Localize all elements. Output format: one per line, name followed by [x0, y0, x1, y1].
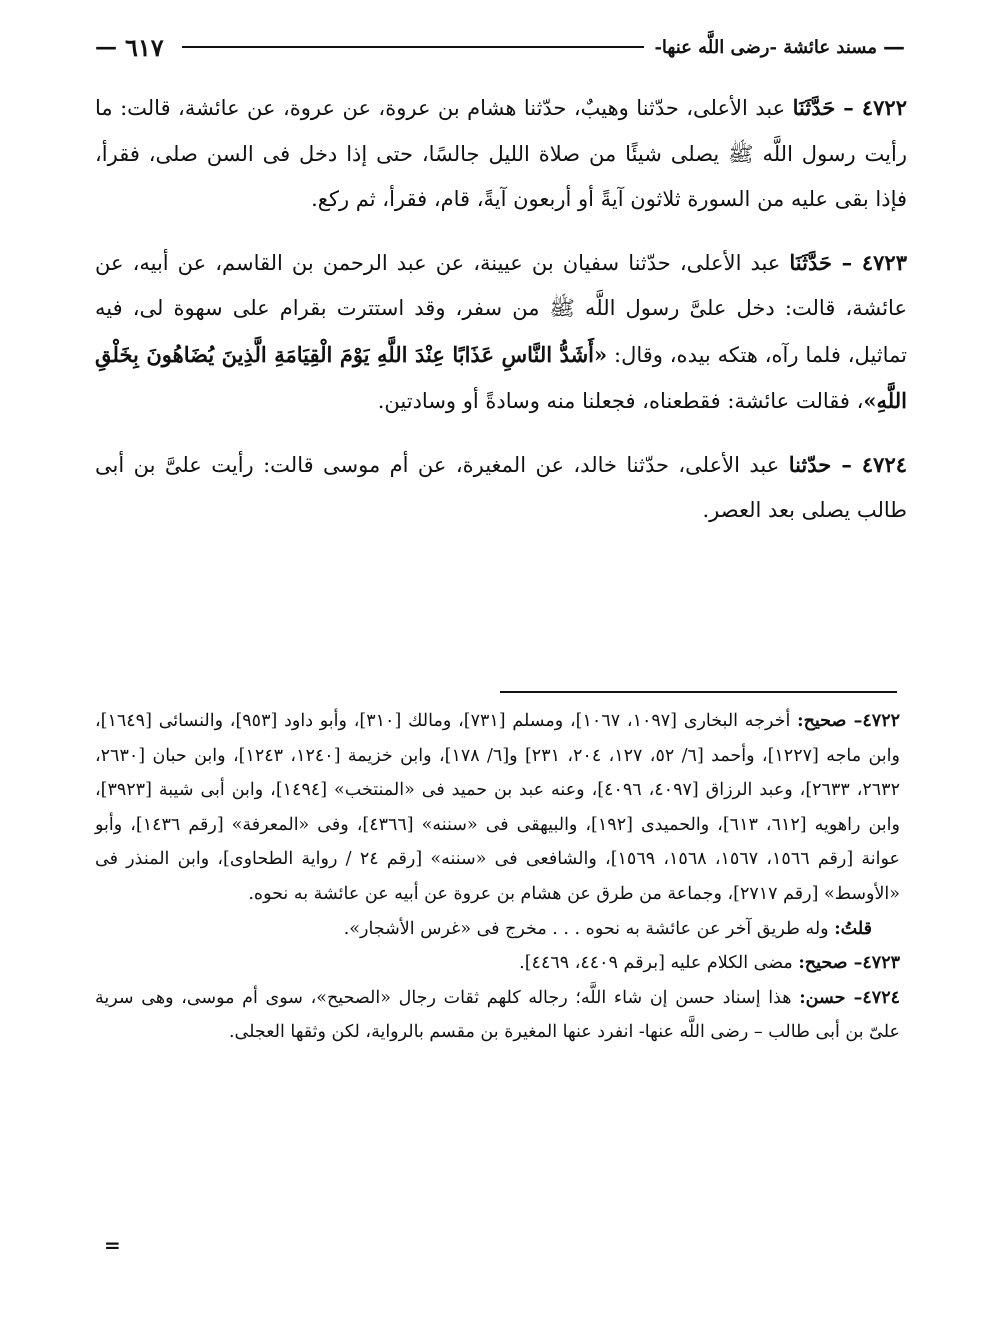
main-text — [95, 85, 907, 551]
hadith-4723 — [95, 240, 907, 425]
hadith-text: عبد الأعلى، حدّثنا خالد، عن المغيرة، عن أم موسى قالت: رأيت علىَّ بن أبى طالب يصلى بعد العصر. — [95, 452, 907, 522]
footnote-number: ٤٧٢٢ — [862, 711, 900, 731]
hadith-text-end: ، فقالت عائشة: فقطعناه، فجعلنا منه وسادةً أو وسادتين. — [377, 389, 864, 413]
continuation-mark: = — [104, 1233, 121, 1257]
footnote-rule — [500, 691, 897, 693]
footnote-grade: – صحيح: — [797, 711, 863, 731]
hadith-text: عبد الأعلى، حدّثنا وهيبٌ، حدّثنا هشام بن عروة، عن عروة، عن عائشة، قالت: ما رأيت رسول اللَّه ﷺ يصلى شيئًا من صلاة الليل جالسًا، حتى إذا دخل فى السن صلى، فقرأ، فإذا بقى عليه من السورة ثلاثون آيةً أو أربعون آيةً، قام، فقرأ، ثم ركع. — [95, 96, 907, 211]
hadith-separator: – — [831, 451, 862, 477]
footnote-4724 — [95, 981, 900, 1050]
header-rule — [182, 46, 645, 48]
running-title: مسند عائشة -رضى اللَّه عنها- — [654, 36, 877, 58]
running-header — [95, 30, 905, 64]
footnote-4722 — [95, 704, 900, 912]
footnote-number: ٤٧٢٤ — [862, 987, 900, 1008]
footnotes — [95, 704, 900, 1050]
footnote-grade: قلتُ: — [834, 918, 872, 939]
footnote-4723 — [95, 946, 900, 981]
prophetic-quote: «أَشَدُّ النَّاسِ عَذَابًا عِنْدَ اللَّهِ يَوْمَ الْقِيَامَةِ الَّذِينَ يُضَاهُونَ بِخَلْقِ اللَّهِ» — [95, 341, 907, 413]
footnote-number: ٤٧٢٣ — [862, 953, 900, 974]
hadith-number: ٤٧٢٣ — [861, 249, 907, 275]
hadith-number: ٤٧٢٤ — [861, 451, 908, 477]
hadith-separator: – — [832, 249, 862, 275]
hadith-separator: – — [835, 95, 862, 120]
page-number: ٦١٧ — [125, 32, 164, 62]
hadith-lead: حَدَّثَنَا — [792, 95, 836, 120]
hadith-text: عبد الأعلى، حدّثنا سفيان بن عيينة، عن عبد الرحمن بن القاسم، عن أبيه، عن عائشة، قالت: دخل علىَّ رسول اللَّه ﷺ من سفر، وقد استترت بقرام على سهوة لى، فيه تماثيل، فلما رآه، هتكه بيده، وقال: — [95, 250, 908, 367]
footnote-text: هذا إسناد حسن إن شاء اللَّه؛ رجاله كلهم ثقات رجال «الصحيح»، سوى أم موسى، وهى سرية علىّ بن أبى طالب – رضى اللَّه عنها- انفرد عنها المغيرة بن مقسم بالرواية، لكن وثقها العجلى. — [95, 987, 900, 1043]
footnote-text: أخرجه البخارى [١٠٩٧، ١٠٦٧]، ومسلم [٧٣١]، ومالك [٣١٠]، وأبو داود [٩٥٣]، والنسائى [١٦٤٩]، وابن ماجه [١٢٢٧]، وأحمد [٦/ ٥٢، ١٢٧، ٢٠٤، ٢٣١] و[٦/ ١٧٨]، وابن خزيمة [١٢٤٠، ١٢٤٣]، وابن حبان [٢٦٣٠، ٢٦٣٢، ٢٦٣٣]، وعبد الرزاق [٤٠٩٧، ٤٠٩٦]، وعنه عبد بن حميد فى «المنتخب» [١٤٩٤]، وابن أبى شيبة [٣٩٢٣]، وابن راهويه [٦١٢، ٦١٣]، والحميدى [١٩٢]، والبيهقى فى «سننه» [٤٣٦٦]، وفى «المعرفة» [رقم ١٤٣٦]، وأبو عوانة [رقم ١٥٦٦، ١٥٦٧، ١٥٦٨، ١٥٦٩]، والشافعى فى «سننه» [رقم ٢٤ / رواية الطحاوى]، وابن المنذر فى «الأوسط» [رقم ٢٧١٧]، وجماعة من طرق عن هشام بن عروة عن أبيه عن عائشة به نحوه. — [95, 711, 900, 904]
hadith-lead: حَدَّثَنَا — [789, 249, 832, 275]
footnote-text: وله طريق آخر عن عائشة به نحوه . . . مخرج فى «غرس الأشجار». — [343, 918, 835, 939]
hadith-4722 — [95, 85, 907, 223]
hadith-4724 — [95, 442, 907, 534]
header-dash-right: — — [883, 34, 905, 60]
footnote-remark — [95, 912, 900, 947]
footnote-grade: – صحيح: — [798, 953, 863, 974]
header-dash-left: — — [95, 34, 117, 60]
footnote-text: مضى الكلام عليه [برقم ٤٤٠٩، ٤٤٦٩]. — [519, 953, 799, 974]
hadith-number: ٤٧٢٢ — [861, 95, 907, 120]
footnote-grade: – حسن: — [799, 987, 863, 1008]
hadith-lead: حدّثنا — [788, 451, 832, 477]
